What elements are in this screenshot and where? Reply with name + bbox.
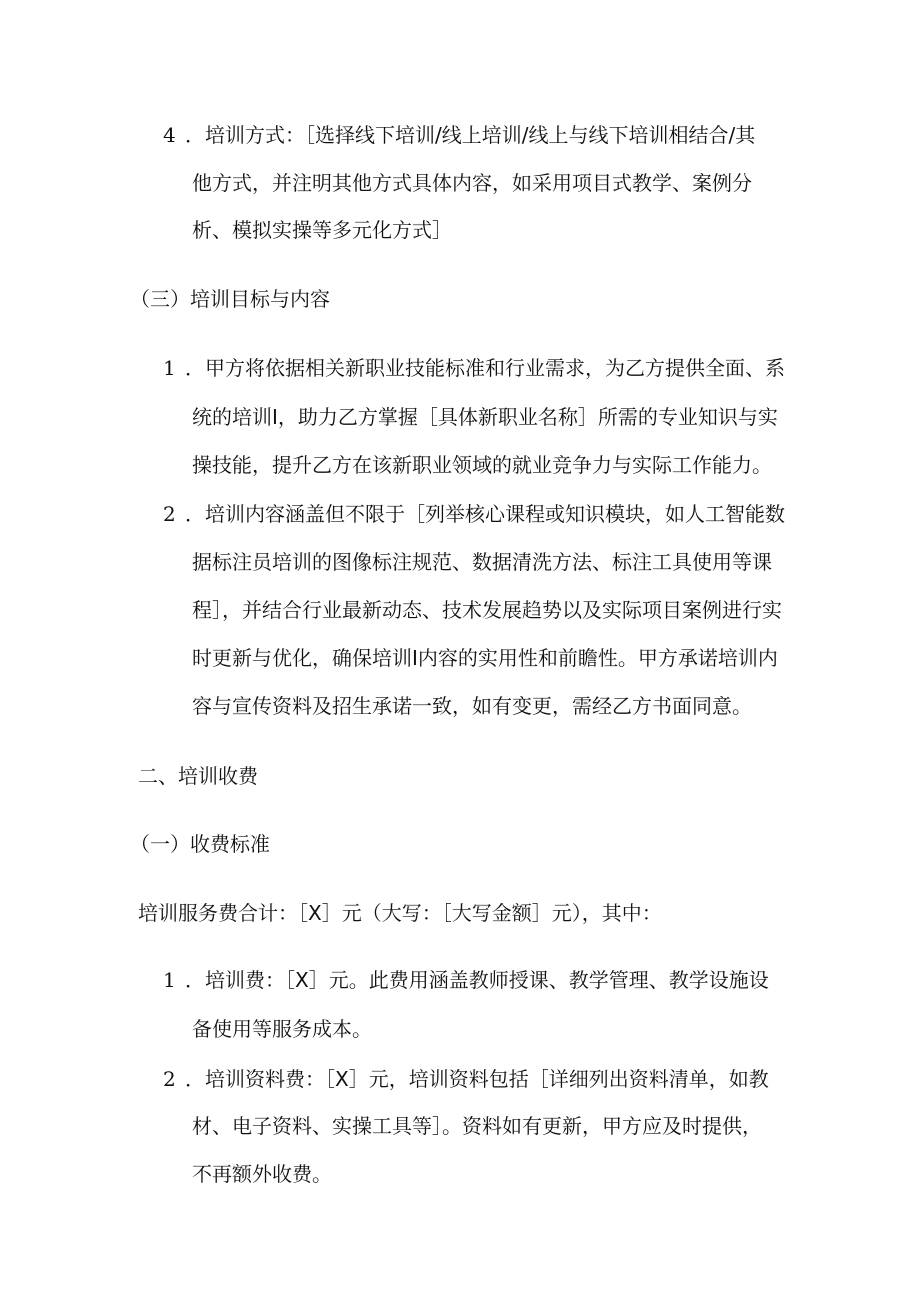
paragraph-line: 析、模拟实操等多元化方式］ [192, 218, 452, 242]
paragraph-line: ．培训内容涵盖但不限于［列举核心课程或知识模块，如人工智能数 [185, 502, 785, 526]
paragraph-line: 据标注员培训的图像标注规范、数据清洗方法、标注工具使用等课 [192, 550, 772, 574]
paragraph-line: ．甲方将依据相关新职业技能标准和行业需求，为乙方提供全面、系 [185, 356, 785, 380]
paragraph-line: 他方式，并注明其他方式具体内容，如采用项目式教学、案例分 [192, 171, 752, 195]
paragraph-line: 时更新与优化，确保培训I内容的实用性和前瞻性。甲方承诺培训内 [192, 646, 778, 670]
section-heading: 二、培训收费 [138, 764, 258, 788]
paragraph-line: 容与宣传资料及招生承诺一致，如有变更，需经乙方书面同意。 [192, 694, 752, 718]
paragraph-line: 统的培训I，助力乙方掌握［具体新职业名称］所需的专业知识与实 [192, 405, 778, 429]
item-number: 2 [163, 1067, 176, 1091]
item-number: 2 [163, 502, 176, 526]
paragraph-line: 备使用等服务成本。 [192, 1017, 372, 1041]
section-heading: （三）培训目标与内容 [130, 287, 330, 311]
paragraph-line: 程］，并结合行业最新动态、技术发展趋势以及实际项目案例进行实 [192, 598, 782, 622]
sub-heading: （一）收费标准 [130, 832, 270, 856]
paragraph-line: ．培训资料费：［X］元，培训资料包括［详细列出资料清单，如教 [185, 1067, 769, 1091]
paragraph-line: 不再额外收费。 [192, 1162, 332, 1186]
item-number: 1 [163, 356, 176, 380]
paragraph-line: 材、电子资料、实操工具等］。资料如有更新，甲方应及时提供， [192, 1114, 762, 1138]
fee-total-line: 培训服务费合计：［X］元（大写：［大写金额］元），其中： [138, 901, 662, 925]
paragraph-line: ．培训费：［X］元。此费用涵盖教师授课、教学管理、教学设施设 [185, 968, 769, 992]
item-number: 4 [163, 123, 176, 147]
item-number: 1 [163, 968, 176, 992]
paragraph-line: ．培训方式：［选择线下培训/线上培训/线上与线下培训相结合/其 [185, 123, 756, 147]
paragraph-line: 操技能，提升乙方在该新职业领域的就业竞争力与实际工作能力。 [192, 453, 772, 477]
